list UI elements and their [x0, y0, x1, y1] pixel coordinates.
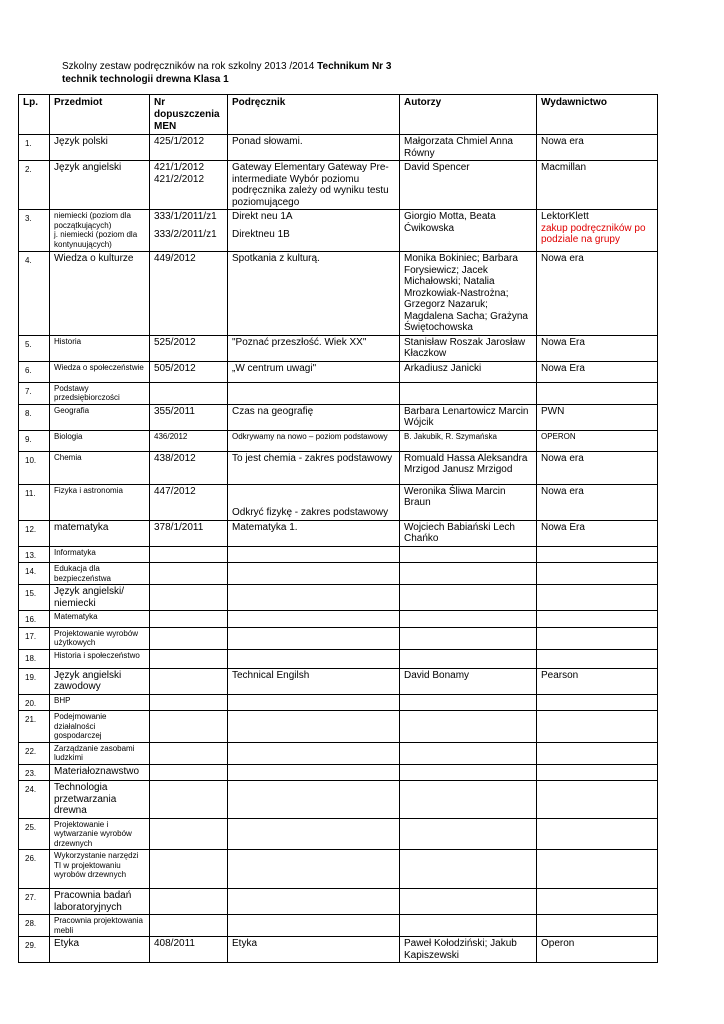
approval-number-cell: 378/1/2011	[150, 520, 228, 546]
col-header-lp: Lp.	[19, 95, 50, 135]
textbook-cell	[228, 649, 400, 668]
approval-number-cell	[150, 382, 228, 404]
textbook-cell: Czas na geografię	[228, 404, 400, 430]
publisher-cell: Nowa era	[537, 451, 658, 484]
table-row	[19, 585, 658, 611]
textbook-a: Direkt neu 1A	[232, 211, 293, 222]
authors-cell	[400, 850, 537, 889]
row-number: 3.	[19, 210, 50, 252]
approval-number-cell: 421/1/2012 421/2/2012	[150, 161, 228, 210]
textbook-cell	[228, 585, 400, 611]
row-number: 17.	[19, 627, 50, 649]
row-number: 20.	[19, 694, 50, 711]
textbook-cell: Technical Engilsh	[228, 668, 400, 694]
approval-number-cell	[150, 694, 228, 711]
approval-number-cell	[150, 563, 228, 585]
publisher-cell: Nowa era	[537, 135, 658, 161]
authors-cell	[400, 649, 537, 668]
authors-cell	[400, 764, 537, 781]
textbook-cell	[228, 563, 400, 585]
table-row	[19, 520, 658, 546]
approval-number-cell	[150, 764, 228, 781]
table-row	[19, 484, 658, 520]
row-number: 12.	[19, 520, 50, 546]
publisher-cell	[537, 649, 658, 668]
textbook-cell: „W centrum uwagi"	[228, 361, 400, 382]
row-number: 9.	[19, 430, 50, 451]
row-number: 7.	[19, 382, 50, 404]
subject-cell	[50, 210, 150, 252]
authors-cell	[400, 563, 537, 585]
subject-cell: Pracownia badań laboratoryjnych	[50, 889, 150, 915]
authors-cell	[400, 694, 537, 711]
textbook-cell	[228, 546, 400, 563]
authors-cell	[400, 585, 537, 611]
document-header	[62, 60, 662, 86]
col-header-subject: Przedmiot	[50, 95, 150, 135]
row-number: 6.	[19, 361, 50, 382]
authors-cell: Weronika Śliwa Marcin Braun	[400, 484, 537, 520]
row-number: 27.	[19, 889, 50, 915]
authors-cell: B. Jakubik, R. Szymańska	[400, 430, 537, 451]
table-row	[19, 889, 658, 915]
publisher-cell: Nowa era	[537, 252, 658, 336]
textbook-b: Direktneu 1B	[232, 228, 290, 240]
row-number: 21.	[19, 711, 50, 743]
row-number: 10.	[19, 451, 50, 484]
subject-cell: matematyka	[50, 520, 150, 546]
subject-cell: Wiedza o społeczeństwie	[50, 361, 150, 382]
publisher-cell: PWN	[537, 404, 658, 430]
subject-cell: Matematyka	[50, 611, 150, 628]
publisher-cell: Nowa Era	[537, 520, 658, 546]
subject-cell: Zarządzanie zasobami ludzkimi	[50, 742, 150, 764]
approval-number-cell: 525/2012	[150, 335, 228, 361]
approval-number-cell	[150, 781, 228, 819]
textbook-cell: Matematyka 1.	[228, 520, 400, 546]
header-school-name: Technikum Nr 3	[317, 61, 392, 72]
textbook-cell: To jest chemia - zakres podstawowy	[228, 451, 400, 484]
subject-cell: Język polski	[50, 135, 150, 161]
row-number: 4.	[19, 252, 50, 336]
approval-number-cell: 505/2012	[150, 361, 228, 382]
table-row	[19, 611, 658, 628]
row-number: 13.	[19, 546, 50, 563]
row-number: 16.	[19, 611, 50, 628]
approval-number-cell: 449/2012	[150, 252, 228, 336]
subject-beginner: niemiecki (poziom dla początkujących)	[54, 211, 131, 230]
textbook-cell	[228, 850, 400, 889]
table-row	[19, 563, 658, 585]
subject-cell: Historia	[50, 335, 150, 361]
table-row	[19, 668, 658, 694]
approval-number-cell: 436/2012	[150, 430, 228, 451]
authors-cell: Giorgio Motta, Beata Ćwikowska	[400, 210, 537, 252]
authors-cell	[400, 818, 537, 850]
subject-cell: Wiedza o kulturze	[50, 252, 150, 336]
publisher-name: LektorKlett	[541, 211, 589, 222]
table-row	[19, 135, 658, 161]
table-row	[19, 252, 658, 336]
publisher-cell	[537, 585, 658, 611]
row-number: 1.	[19, 135, 50, 161]
authors-cell	[400, 711, 537, 743]
approval-number-cell: 425/1/2012	[150, 135, 228, 161]
row-number: 23.	[19, 764, 50, 781]
header-year-text: Szkolny zestaw podręczników na rok szkolny 2013 /2014	[62, 61, 318, 72]
textbook-cell: Ponad słowami.	[228, 135, 400, 161]
textbook-cell	[228, 711, 400, 743]
textbook-table	[18, 94, 658, 963]
approval-number-cell: 408/2011	[150, 937, 228, 963]
row-number: 8.	[19, 404, 50, 430]
approval-number-b: 333/2/2011/z1	[154, 228, 217, 240]
approval-number-cell	[150, 585, 228, 611]
textbook-cell: Odkryć fizykę - zakres podstawowy	[228, 484, 400, 520]
row-number: 24.	[19, 781, 50, 819]
approval-number-cell	[150, 627, 228, 649]
row-number: 28.	[19, 915, 50, 937]
publisher-cell	[537, 563, 658, 585]
col-header-publisher: Wydawnictwo	[537, 95, 658, 135]
table-row	[19, 915, 658, 937]
table-row	[19, 361, 658, 382]
publisher-cell: Operon	[537, 937, 658, 963]
publisher-cell	[537, 742, 658, 764]
subject-cell: Pracownia projektowania mebli	[50, 915, 150, 937]
publisher-cell	[537, 382, 658, 404]
publisher-cell	[537, 611, 658, 628]
publisher-cell	[537, 694, 658, 711]
col-header-approval-number: Nr dopuszczenia MEN	[150, 95, 228, 135]
row-number: 22.	[19, 742, 50, 764]
publisher-cell	[537, 627, 658, 649]
publisher-cell: Macmillan	[537, 161, 658, 210]
subject-cell: Fizyka i astronomia	[50, 484, 150, 520]
subject-cell: Język angielski	[50, 161, 150, 210]
textbook-cell	[228, 611, 400, 628]
authors-cell	[400, 781, 537, 819]
publisher-cell	[537, 889, 658, 915]
approval-number-cell	[150, 742, 228, 764]
approval-number-cell	[150, 915, 228, 937]
publisher-cell	[537, 711, 658, 743]
publisher-note: zakup podręczników po podziale na grupy	[541, 222, 646, 245]
textbook-cell: Spotkania z kulturą.	[228, 252, 400, 336]
textbook-cell	[228, 382, 400, 404]
publisher-cell: OPERON	[537, 430, 658, 451]
textbook-cell: Etyka	[228, 937, 400, 963]
authors-cell	[400, 611, 537, 628]
subject-cell: Materiałoznawstwo	[50, 764, 150, 781]
authors-cell: Stanisław Roszak Jarosław Kłaczkow	[400, 335, 537, 361]
col-header-authors: Autorzy	[400, 95, 537, 135]
subject-cell: Wykorzystanie narzędzi TI w projektowaniu wyrobów drzewnych	[50, 850, 150, 889]
table-row	[19, 335, 658, 361]
subject-cell: Geografia	[50, 404, 150, 430]
row-number: 2.	[19, 161, 50, 210]
authors-cell: David Bonamy	[400, 668, 537, 694]
approval-number-cell: 355/2011	[150, 404, 228, 430]
publisher-cell	[537, 210, 658, 252]
textbook-cell: Odkrywamy na nowo – poziom podstawowy	[228, 430, 400, 451]
publisher-cell: Nowa Era	[537, 361, 658, 382]
authors-cell: Arkadiusz Janicki	[400, 361, 537, 382]
table-row	[19, 451, 658, 484]
textbook-cell	[228, 742, 400, 764]
authors-cell	[400, 627, 537, 649]
publisher-cell: Nowa Era	[537, 335, 658, 361]
table-row	[19, 694, 658, 711]
authors-cell	[400, 382, 537, 404]
table-row	[19, 404, 658, 430]
table-row	[19, 742, 658, 764]
publisher-cell: Pearson	[537, 668, 658, 694]
table-row	[19, 382, 658, 404]
authors-cell: Małgorzata Chmiel Anna Równy	[400, 135, 537, 161]
authors-cell: Monika Bokiniec; Barbara Forysiewicz; Jacek Michałowski; Natalia Mrozkowiak-Nastrożna; Grzegorz Nazaruk; Magdalena Sacha; Grażyna Świętochowska	[400, 252, 537, 336]
textbook-cell	[228, 627, 400, 649]
approval-number-a: 333/1/2011/z1	[154, 211, 217, 222]
approval-number-cell	[150, 210, 228, 252]
subject-cell: Projektowanie wyrobów użytkowych	[50, 627, 150, 649]
subject-cell: Projektowanie i wytwarzanie wyrobów drzewnych	[50, 818, 150, 850]
textbook-cell	[228, 210, 400, 252]
publisher-cell	[537, 915, 658, 937]
subject-cell: Edukacja dla bezpieczeństwa	[50, 563, 150, 585]
authors-cell: Barbara Lenartowicz Marcin Wójcik	[400, 404, 537, 430]
table-header-row	[19, 95, 658, 135]
table-row	[19, 818, 658, 850]
approval-number-cell	[150, 711, 228, 743]
subject-cell: Język angielski zawodowy	[50, 668, 150, 694]
textbook-cell	[228, 764, 400, 781]
table-row	[19, 711, 658, 743]
textbook-cell	[228, 889, 400, 915]
table-row	[19, 210, 658, 252]
subject-continuing: j. niemiecki (poziom dla kontynuujących)	[54, 230, 138, 249]
approval-number-cell	[150, 649, 228, 668]
approval-number-cell: 438/2012	[150, 451, 228, 484]
subject-cell: Technologia przetwarzania drewna	[50, 781, 150, 819]
subject-cell: Historia i społeczeństwo	[50, 649, 150, 668]
table-row	[19, 649, 658, 668]
authors-cell: Paweł Kołodziński; Jakub Kapiszewski	[400, 937, 537, 963]
table-row	[19, 764, 658, 781]
header-line-2	[62, 73, 662, 86]
table-row	[19, 161, 658, 210]
publisher-cell	[537, 850, 658, 889]
row-number: 29.	[19, 937, 50, 963]
subject-cell: BHP	[50, 694, 150, 711]
header-class-name: technik technologii drewna Klasa 1	[62, 74, 229, 85]
publisher-cell: Nowa era	[537, 484, 658, 520]
authors-cell	[400, 546, 537, 563]
approval-number-cell	[150, 611, 228, 628]
authors-cell: Romuald Hassa Aleksandra Mrzigod Janusz Mrzigod	[400, 451, 537, 484]
row-number: 18.	[19, 649, 50, 668]
textbook-cell	[228, 781, 400, 819]
table-row	[19, 546, 658, 563]
table-row	[19, 430, 658, 451]
textbook-cell: Gateway Elementary Gateway Pre-intermediate Wybór poziomu podręcznika zależy od wyniku testu poziomującego	[228, 161, 400, 210]
table-row	[19, 850, 658, 889]
approval-number-cell	[150, 889, 228, 915]
table-row	[19, 937, 658, 963]
approval-number-cell	[150, 546, 228, 563]
row-number: 11.	[19, 484, 50, 520]
publisher-cell	[537, 546, 658, 563]
publisher-cell	[537, 818, 658, 850]
subject-cell: Język angielski/ niemiecki	[50, 585, 150, 611]
row-number: 25.	[19, 818, 50, 850]
publisher-cell	[537, 764, 658, 781]
textbook-cell	[228, 694, 400, 711]
subject-cell: Etyka	[50, 937, 150, 963]
approval-number-cell: 447/2012	[150, 484, 228, 520]
col-header-textbook: Podręcznik	[228, 95, 400, 135]
publisher-cell	[537, 781, 658, 819]
approval-number-cell	[150, 850, 228, 889]
textbook-cell: "Poznać przeszłość. Wiek XX"	[228, 335, 400, 361]
authors-cell: Wojciech Babiański Lech Chańko	[400, 520, 537, 546]
authors-cell: David Spencer	[400, 161, 537, 210]
row-number: 14.	[19, 563, 50, 585]
textbook-cell	[228, 818, 400, 850]
authors-cell	[400, 889, 537, 915]
header-line-1	[62, 60, 662, 73]
row-number: 15.	[19, 585, 50, 611]
row-number: 19.	[19, 668, 50, 694]
approval-number-cell	[150, 818, 228, 850]
table-row	[19, 627, 658, 649]
approval-number-cell	[150, 668, 228, 694]
row-number: 26.	[19, 850, 50, 889]
subject-cell: Biologia	[50, 430, 150, 451]
authors-cell	[400, 915, 537, 937]
authors-cell	[400, 742, 537, 764]
subject-cell: Informatyka	[50, 546, 150, 563]
subject-cell: Chemia	[50, 451, 150, 484]
table-row	[19, 781, 658, 819]
subject-cell: Podstawy przedsiębiorczości	[50, 382, 150, 404]
textbook-cell	[228, 915, 400, 937]
row-number: 5.	[19, 335, 50, 361]
subject-cell: Podejmowanie działalności gospodarczej	[50, 711, 150, 743]
